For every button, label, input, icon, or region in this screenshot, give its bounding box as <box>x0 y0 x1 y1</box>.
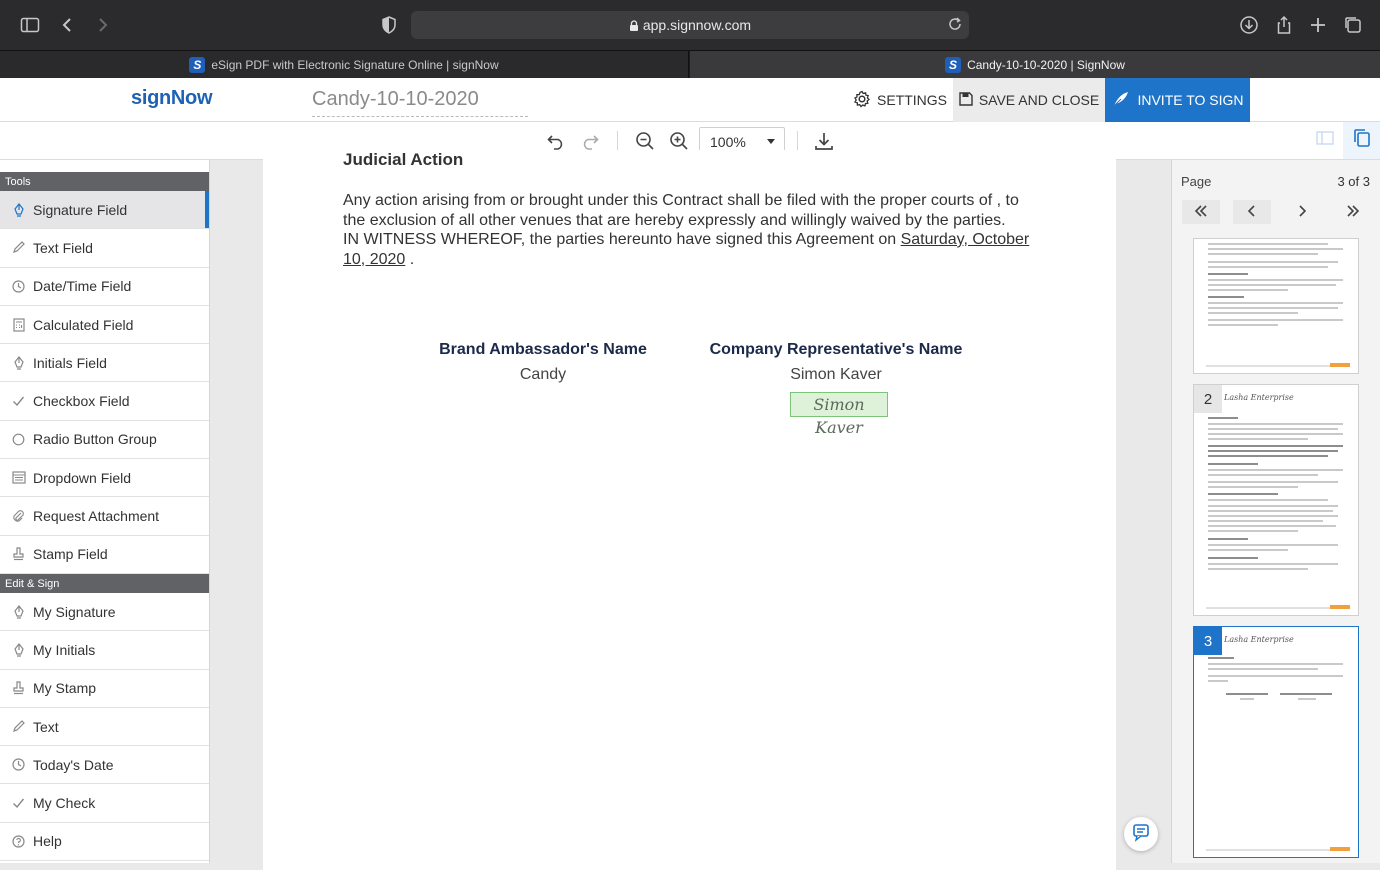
pen-nib-icon <box>12 203 25 217</box>
sidebar-item-label: Request Attachment <box>33 508 160 525</box>
thumbnail-brand: Lasha Enterprise <box>1224 635 1294 644</box>
edit-sign-section-heading: Edit & Sign <box>0 574 209 593</box>
tools-sidebar <box>0 160 210 863</box>
pencil-icon <box>12 720 25 734</box>
single-page-view-button[interactable] <box>1306 122 1343 159</box>
sidebar-item-date-time-field[interactable] <box>0 268 209 306</box>
sidebar-item-label: My Signature <box>33 603 116 620</box>
signnow-logo[interactable]: signNow <box>131 87 213 109</box>
sidebar-item-request-attachment[interactable] <box>0 497 209 535</box>
check-icon <box>12 796 25 810</box>
stamp-icon <box>12 681 25 695</box>
pages-panel <box>1171 160 1380 863</box>
back-icon[interactable] <box>58 15 78 35</box>
witness-text: IN WITNESS WHEREOF, the parties hereunto have signed this Agreement on <box>343 231 901 248</box>
sidebar-item-label: Radio Button Group <box>33 431 157 448</box>
double-chevron-right-icon <box>1346 204 1360 220</box>
invite-to-sign-button[interactable] <box>1105 78 1250 122</box>
thumbnail-page-number: 2 <box>1194 385 1222 413</box>
feather-pen-icon <box>1111 89 1131 112</box>
forward-icon[interactable] <box>92 15 112 35</box>
tab-title: eSign PDF with Electronic Signature Online | signNow <box>211 57 499 72</box>
tab-strip <box>0 50 1380 78</box>
tools-list <box>0 191 209 574</box>
chat-support-button[interactable] <box>1124 817 1158 851</box>
sidebar-item-label: My Initials <box>33 641 96 658</box>
redo-icon[interactable] <box>579 130 601 152</box>
sidebar-item-calculated-field[interactable] <box>0 306 209 344</box>
thumbnail-page-number: 3 <box>1194 627 1222 655</box>
chevron-left-icon <box>1247 204 1257 220</box>
last-page-button[interactable] <box>1334 200 1372 224</box>
app-header <box>0 78 1380 122</box>
pen-nib-icon <box>12 356 25 370</box>
sidebar-item-label: Help <box>33 833 62 850</box>
tabs-overview-icon[interactable] <box>1343 15 1363 35</box>
address-bar[interactable] <box>411 11 969 39</box>
pen-nib-icon <box>12 605 25 619</box>
sidebar-item-text-field[interactable] <box>0 229 209 267</box>
zoom-out-icon[interactable] <box>634 130 656 152</box>
copy-pages-icon <box>1353 129 1371 152</box>
page-label: Page <box>1181 174 1212 189</box>
download-icon[interactable] <box>1239 15 1259 35</box>
sidebar-item-label: Date/Time Field <box>33 278 132 295</box>
toolbar-divider <box>617 131 618 151</box>
page-thumbnail-3[interactable] <box>1193 626 1359 858</box>
privacy-shield-icon[interactable] <box>379 15 399 35</box>
witness-suffix: . <box>409 250 415 268</box>
thumbnails-view-button[interactable] <box>1343 122 1380 159</box>
sidebar-item-text[interactable] <box>0 708 209 746</box>
document-viewer[interactable] <box>210 150 1171 863</box>
radio-icon <box>12 432 25 446</box>
pencil-icon <box>12 241 25 255</box>
sidebar-item-label: Calculated Field <box>33 316 134 333</box>
clock-icon <box>12 758 25 772</box>
party2-name: Simon Kaver <box>790 366 882 383</box>
chevron-down-icon <box>767 139 775 144</box>
sidebar-item-radio-button-group[interactable] <box>0 421 209 459</box>
gear-icon <box>853 90 871 111</box>
party1-heading: Brand Ambassador's Name <box>439 341 647 358</box>
party1-name: Candy <box>519 366 567 383</box>
invite-label: INVITE TO SIGN <box>1137 92 1244 108</box>
sidebar-toggle-icon[interactable] <box>20 15 40 35</box>
signnow-favicon-icon: S <box>189 57 205 73</box>
signnow-favicon-icon: S <box>945 57 961 73</box>
sidebar-item-my-stamp[interactable] <box>0 670 209 708</box>
chat-icon <box>1132 823 1150 846</box>
thumbnail-brand: Lasha Enterprise <box>1224 393 1294 402</box>
url-text <box>411 17 969 33</box>
settings-button[interactable] <box>847 78 953 122</box>
sidebar-item-label: Text <box>33 718 59 735</box>
stamp-icon <box>12 547 25 561</box>
reload-icon[interactable] <box>947 16 963 37</box>
sidebar-item-label: My Check <box>33 795 96 812</box>
party1-block <box>408 341 678 384</box>
tab-document[interactable] <box>690 51 1380 78</box>
party2-block <box>701 341 971 384</box>
sidebar-item-dropdown-field[interactable] <box>0 459 209 497</box>
browser-toolbar <box>0 0 1380 50</box>
sidebar-item-my-initials[interactable] <box>0 631 209 669</box>
download-document-icon[interactable] <box>813 130 835 152</box>
page-thumbnail-1[interactable] <box>1193 238 1359 374</box>
undo-icon[interactable] <box>545 130 567 152</box>
edit-sign-list <box>0 593 209 861</box>
clock-icon <box>12 279 25 293</box>
pen-nib-icon <box>12 643 25 657</box>
page-count: 3 of 3 <box>1337 174 1370 189</box>
sidebar-item-label: Stamp Field <box>33 546 108 563</box>
witness-paragraph <box>343 230 1043 269</box>
sidebar-item-help[interactable] <box>0 823 209 861</box>
help-icon <box>12 834 25 848</box>
page-view-icon <box>1316 130 1334 151</box>
sidebar-item-label: Initials Field <box>33 354 107 371</box>
signature-field[interactable]: Simon Kaver <box>790 392 888 417</box>
paperclip-icon <box>12 509 25 523</box>
sidebar-item-label: My Stamp <box>33 680 97 697</box>
new-tab-icon[interactable] <box>1308 15 1328 35</box>
save-and-close-button[interactable] <box>953 78 1105 122</box>
sidebar-item-my-signature[interactable] <box>0 593 209 631</box>
save-label: SAVE AND CLOSE <box>978 92 1100 108</box>
sidebar-item-initials-field[interactable] <box>0 344 209 382</box>
calculator-icon <box>12 318 25 332</box>
sidebar-item-stamp-field[interactable] <box>0 536 209 574</box>
page-thumbnail-2[interactable] <box>1193 384 1359 616</box>
url-label: app.signnow.com <box>642 17 752 33</box>
sidebar-item-my-check[interactable] <box>0 784 209 822</box>
settings-label: SETTINGS <box>876 92 947 108</box>
sidebar-item-label: Today's Date <box>33 756 114 773</box>
zoom-in-icon[interactable] <box>668 130 690 152</box>
document-title[interactable]: Candy-10-10-2020 <box>312 88 528 117</box>
zoom-value: 100% <box>710 134 746 150</box>
page-navigation <box>1182 200 1372 224</box>
previous-page-button[interactable] <box>1233 200 1271 224</box>
sidebar-spacer <box>0 160 209 172</box>
chevron-right-icon <box>1297 204 1307 220</box>
share-icon[interactable] <box>1274 15 1294 35</box>
party2-heading: Company Representative's Name <box>709 341 963 358</box>
document-page <box>263 150 1116 870</box>
tools-section-heading: Tools <box>0 172 209 191</box>
sidebar-item-today-s-date[interactable] <box>0 746 209 784</box>
sidebar-item-label: Checkbox Field <box>33 393 130 410</box>
check-icon <box>12 394 25 408</box>
first-page-button[interactable] <box>1182 200 1220 224</box>
sidebar-item-checkbox-field[interactable] <box>0 382 209 420</box>
double-chevron-left-icon <box>1194 204 1208 220</box>
judicial-paragraph: Any action arising from or brought under this Contract shall be filed with the proper courts of , to the exclusion of all other venues that are hereby expressly and willingly waived by the parties. <box>343 192 1019 229</box>
toolbar-divider <box>797 131 798 151</box>
floppy-disk-icon <box>959 92 973 109</box>
sidebar-item-signature-field[interactable] <box>0 191 209 229</box>
sidebar-item-label: Dropdown Field <box>33 469 132 486</box>
next-page-button[interactable] <box>1283 200 1321 224</box>
tab-esign[interactable] <box>0 51 689 78</box>
dropdown-icon <box>12 471 25 485</box>
sidebar-item-label: Signature Field <box>33 201 128 218</box>
witness-date[interactable]: Saturday, October 10, 2020 <box>343 231 1030 268</box>
section-title: Judicial Action <box>343 150 464 169</box>
sidebar-item-label: Text Field <box>33 239 93 256</box>
tab-title: Candy-10-10-2020 | SignNow <box>967 57 1125 72</box>
lock-icon <box>629 17 643 33</box>
